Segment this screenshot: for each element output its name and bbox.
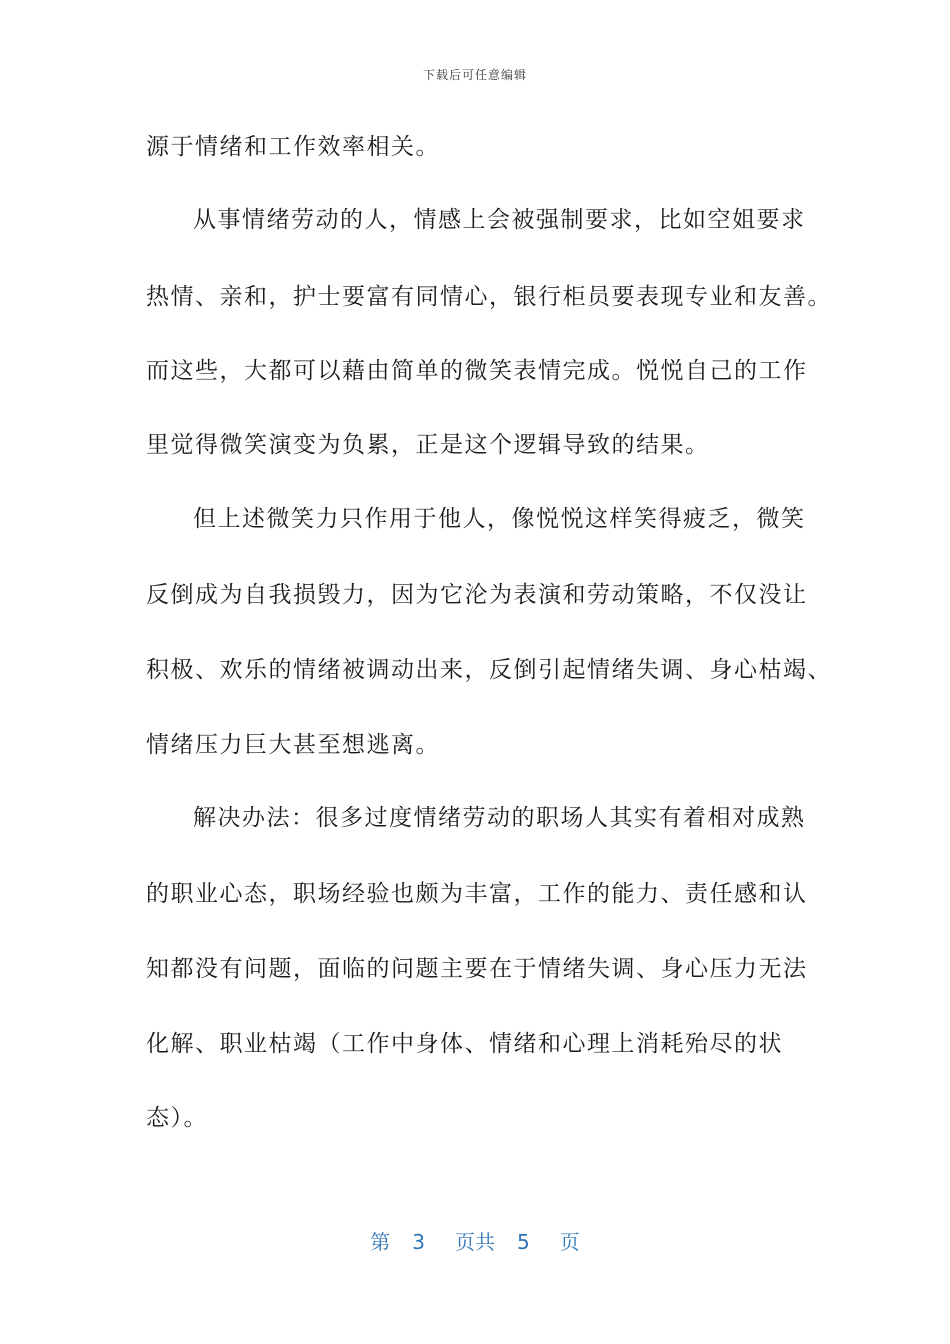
body-line-2: 从事情绪劳动的人，情感上会被强制要求，比如空姐要求: [193, 207, 806, 233]
footer-page-number: 3: [412, 1230, 425, 1254]
body-line-1: 源于情绪和工作效率相关。: [146, 134, 440, 160]
body-line-11: 的职业心态，职场经验也颇为丰富，工作的能力、责任感和认: [146, 881, 808, 907]
footer-suffix: 页: [559, 1230, 580, 1254]
body-line-7: 反倒成为自我损毁力，因为它沦为表演和劳动策略，不仅没让: [146, 582, 808, 608]
body-line-6: 但上述微笑力只作用于他人，像悦悦这样笑得疲乏，微笑: [193, 506, 806, 532]
body-line-10: 解决办法：很多过度情绪劳动的职场人其实有着相对成熟: [193, 805, 806, 831]
footer-total-pages: 5: [517, 1230, 530, 1254]
body-line-9: 情绪压力巨大甚至想逃离。: [146, 732, 440, 758]
body-line-5: 里觉得微笑演变为负累，正是这个逻辑导致的结果。: [146, 432, 710, 458]
body-line-14: 态）。: [146, 1105, 208, 1131]
body-line-12: 知都没有问题，面临的问题主要在于情绪失调、身心压力无法: [146, 956, 808, 982]
body-line-3: 热情、亲和，护士要富有同情心，银行柜员要表现专业和友善。: [146, 284, 832, 310]
body-line-8: 积极、欢乐的情绪被调动出来，反倒引起情绪失调、身心枯竭、: [146, 657, 832, 683]
footer-middle: 页共: [455, 1230, 495, 1254]
page-footer: [0, 1226, 950, 1255]
body-line-13: 化解、职业枯竭（工作中身体、情绪和心理上消耗殆尽的状: [146, 1031, 783, 1057]
body-line-4: 而这些，大都可以藉由简单的微笑表情完成。悦悦自己的工作: [146, 358, 808, 384]
footer-prefix: 第: [370, 1230, 391, 1254]
header-note: 下载后可任意编辑: [422, 68, 527, 82]
